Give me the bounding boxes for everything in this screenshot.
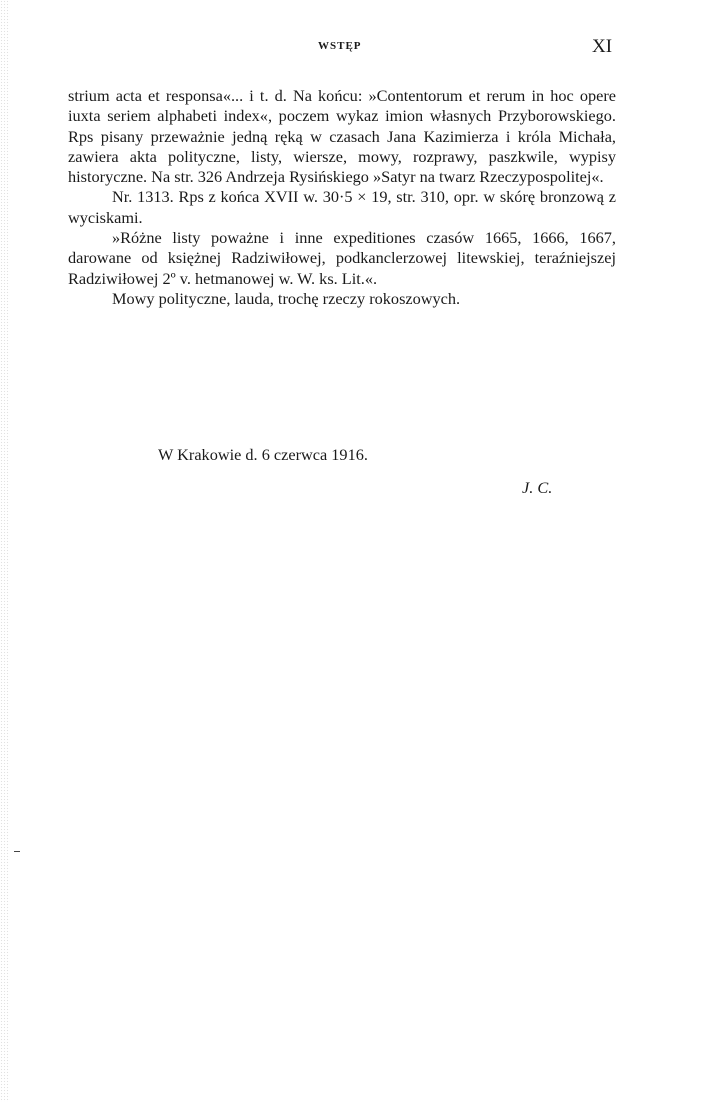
- paragraph-2: Nr. 1313. Rps z końca XVII w. 30·5 × 19, str. 310, opr. w skórę bronzową z wyciskami.: [68, 187, 616, 227]
- running-title: WSTĘP: [318, 40, 362, 52]
- paragraph-3: »Różne listy poważne i inne expeditiones czasów 1665, 1666, 1667, darowane od księżnej Radziwiłowej, podkanclerzowej litewskiej, teraźniejszej Radziwiłowej 2º v. hetmanowej w. W. ks. Lit.«.: [68, 228, 616, 288]
- body-text: [68, 86, 616, 309]
- scan-edge: [0, 0, 10, 1102]
- place-date: W Krakowie d. 6 czerwca 1916.: [158, 445, 368, 464]
- signature-initials: J. C.: [522, 478, 553, 497]
- stray-mark: [14, 851, 20, 852]
- paragraph-1: strium acta et responsa«... i t. d. Na końcu: »Contentorum et rerum in hoc opere iuxta seriem alphabeti index«, poczem wykaz imion własnych Przyborowskiego. Rps pisany przeważnie jedną ręką w czasach Jana Kazimierza i króla Michała, zawiera akta polityczne, listy, wiersze, mowy, rozprawy, paszkwile, wypisy historyczne. Na str. 326 Andrzeja Rysińskiego »Satyr na twarz Rzeczypospolitej«.: [68, 86, 616, 187]
- page-number: XI: [592, 36, 613, 57]
- paragraph-4: Mowy polityczne, lauda, trochę rzeczy rokoszowych.: [112, 288, 461, 308]
